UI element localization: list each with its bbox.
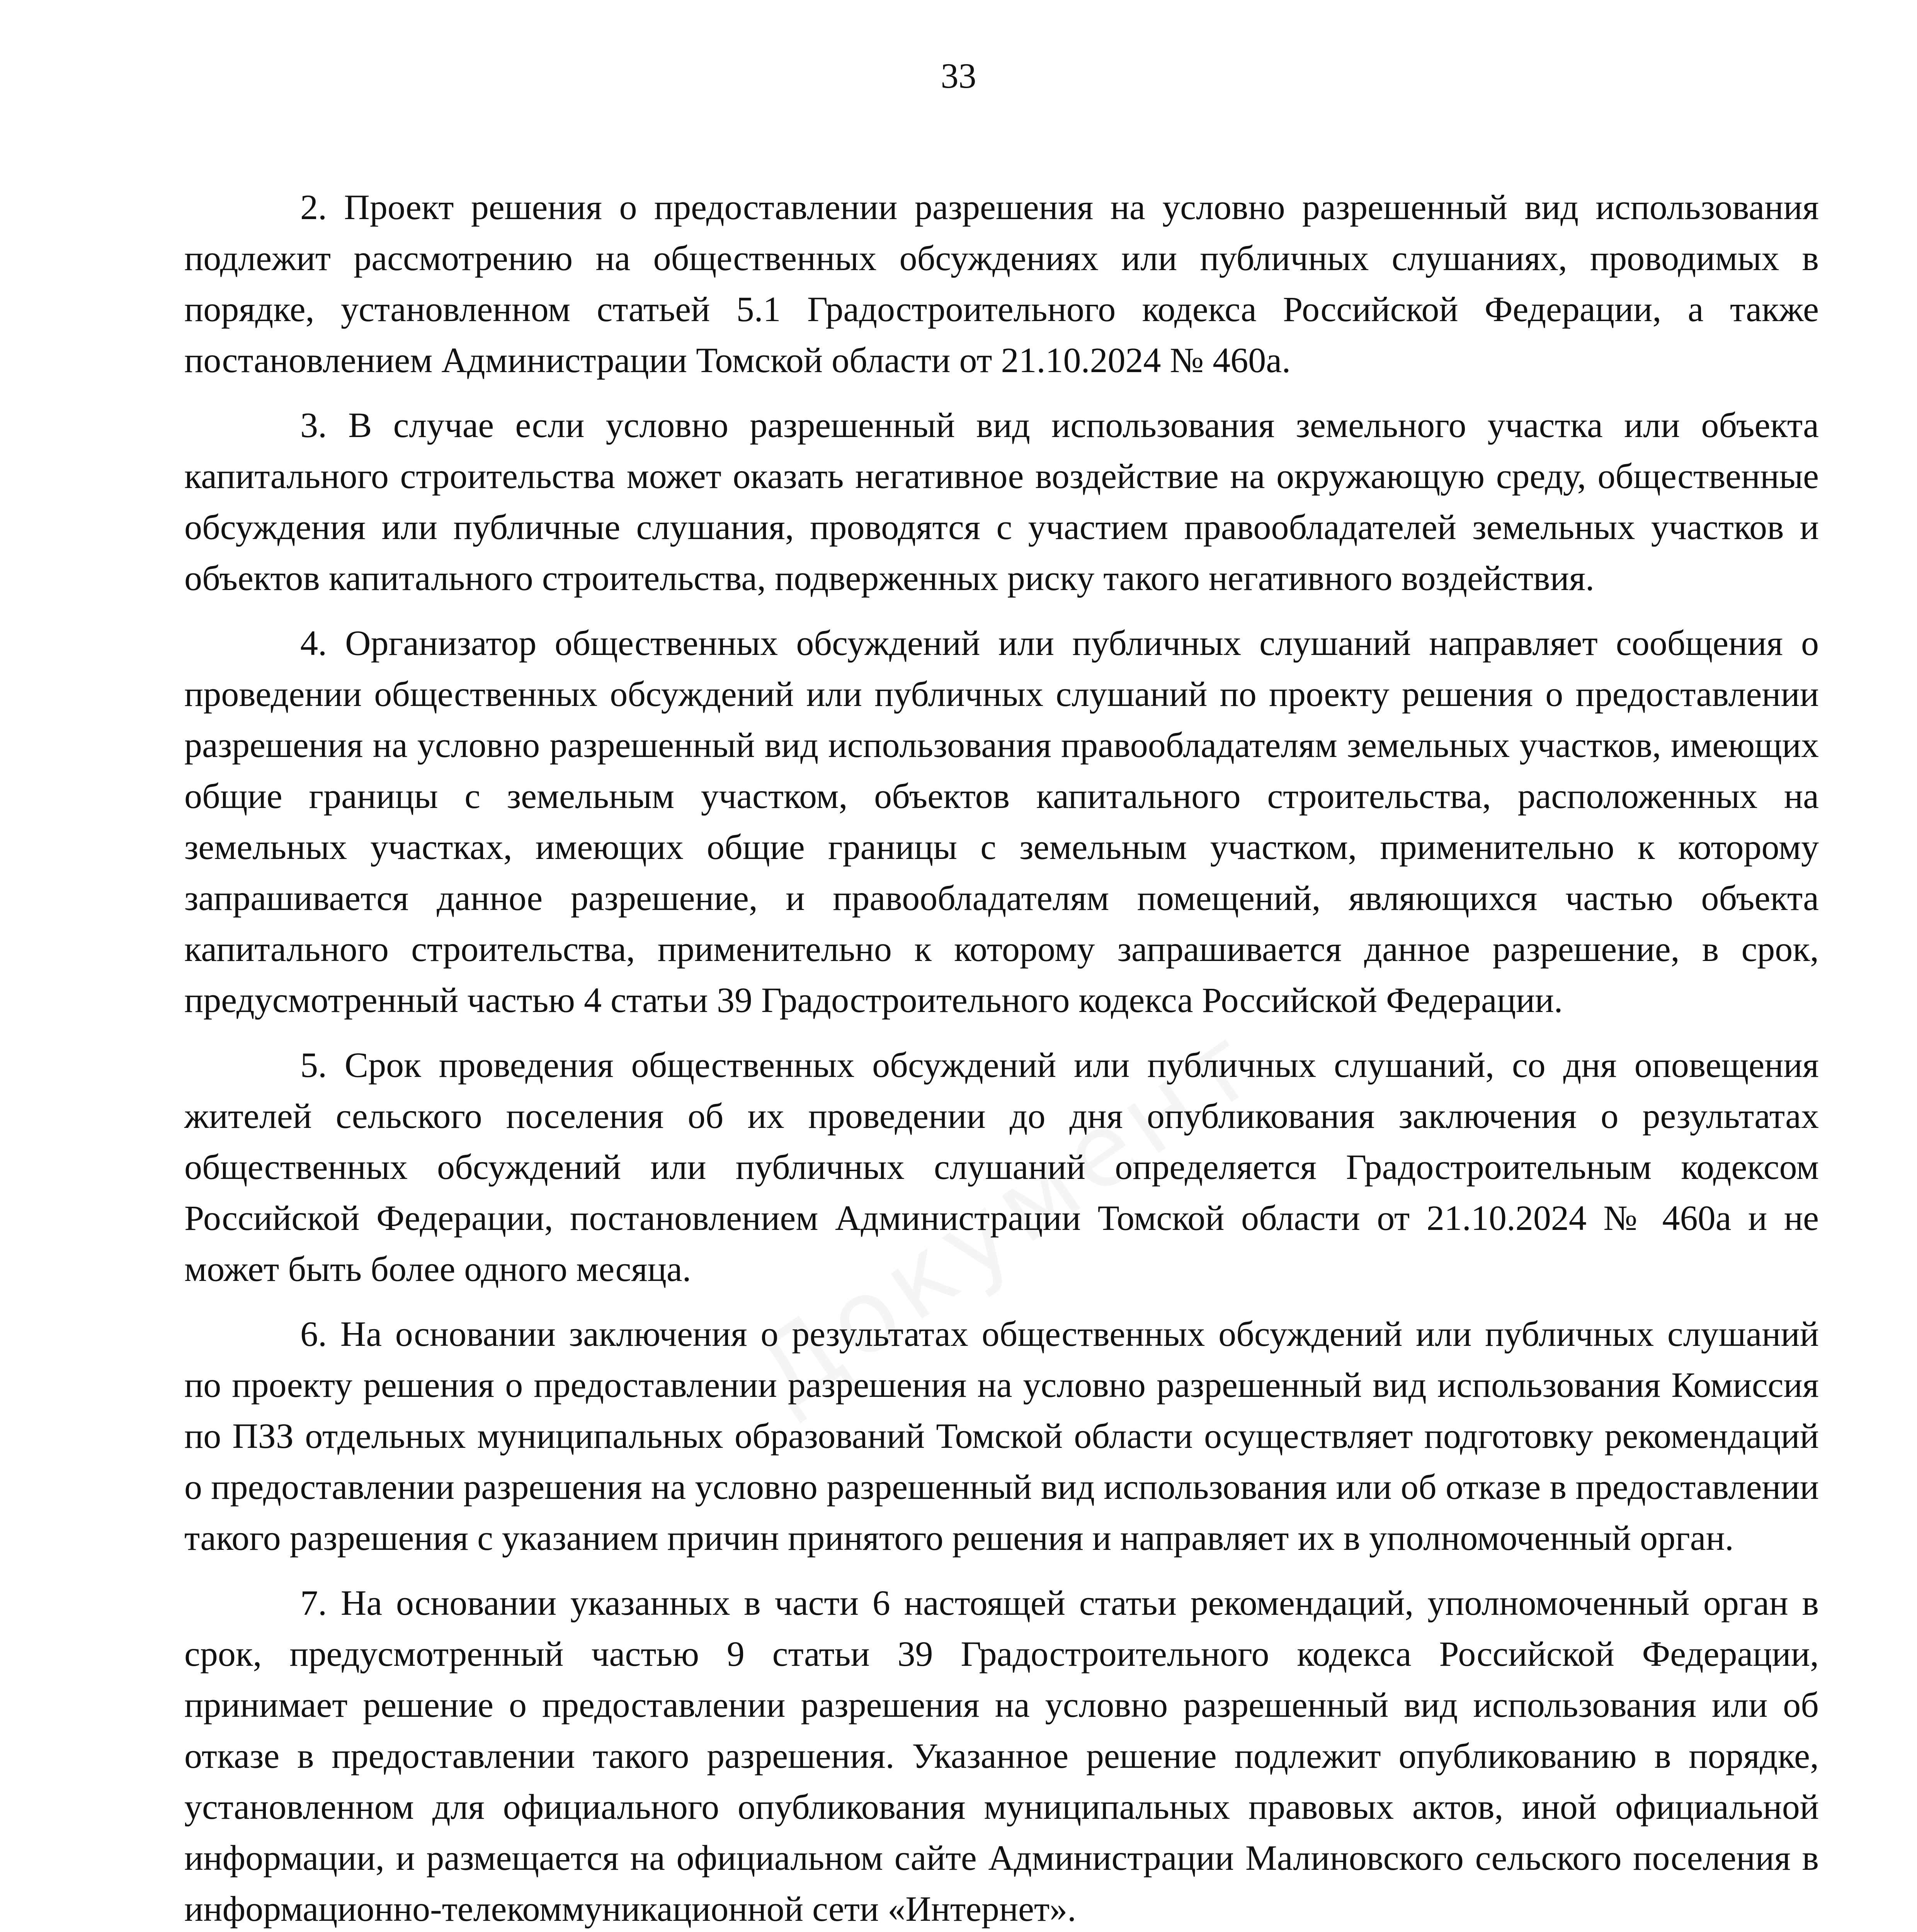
paragraph-5: 5. Срок проведения общественных обсуждений или публичных слушаний, со дня оповещения жителей сельского поселения об их проведении до дня опубликования заключения о результатах общественных обсуждений или публичных слушаний определяется Градостроительным кодексом Российской Федерации, постановлением Администрации Томской области от 21.10.2024 № 460а и не может быть более одного месяца. bbox=[184, 1045, 1819, 1289]
paragraph-4: 4. Организатор общественных обсуждений или публичных слушаний направляет сообщения о проведении общественных обсуждений или публичных слушаний по проекту решения о предоставлении разрешения на условно разрешенный вид использования правообладателям земельных участков, имеющих общие границы с земельным участком, объектов капитального строительства, расположенных на земельных участках, имеющих общие границы с земельным участком, применительно к которому запрашивается данное разрешение, и правообладателям помещений, являющихся частью объекта капитального строительства, применительно к которому запрашивается данное разрешение, в срок, предусмотренный частью 4 статьи 39 Градостроительного кодекса Российской Федерации. bbox=[184, 623, 1819, 1020]
paragraph-7: 7. На основании указанных в части 6 настоящей статьи рекомендаций, уполномоченный орган в срок, предусмотренный частью 9 статьи 39 Градостроительного кодекса Российской Федерации, принимает решение о предоставлении разрешения на условно разрешенный вид использования или об отказе в предоставлении такого разрешения. Указанное решение подлежит опубликованию в порядке, установленном для официального опубликования муниципальных правовых актов, иной официальной информации, и размещается на официальном сайте Администрации Малиновского сельского поселения в информационно-телекоммуникационной сети «Интернет». bbox=[184, 1583, 1819, 1929]
document-body bbox=[184, 182, 1819, 1932]
page-number: 33 bbox=[941, 56, 976, 95]
paragraph-2: 2. Проект решения о предоставлении разрешения на условно разрешенный вид использования подлежит рассмотрению на общественных обсуждениях или публичных слушаниях, проводимых в порядке, установленном статьей 5.1 Градостроительного кодекса Российской Федерации, а также постановлением Администрации Томской области от 21.10.2024 № 460а. bbox=[184, 187, 1819, 380]
paragraph-6: 6. На основании заключения о результатах общественных обсуждений или публичных слушаний по проекту решения о предоставлении разрешения на условно разрешенный вид использования Комиссия по ПЗЗ отдельных муниципальных образований Томской области осуществляет подготовку рекомендаций о предоставлении разрешения на условно разрешенный вид использования или об отказе в предоставлении такого разрешения с указанием причин принятого решения и направляет их в уполномоченный орган. bbox=[184, 1314, 1819, 1558]
paragraph-3: 3. В случае если условно разрешенный вид использования земельного участка или объекта капитального строительства может оказать негативное воздействие на окружающую среду, общественные обсуждения или публичные слушания, проводятся с участием правообладателей земельных участков и объектов капитального строительства, подверженных риску такого негативного воздействия. bbox=[184, 405, 1819, 598]
